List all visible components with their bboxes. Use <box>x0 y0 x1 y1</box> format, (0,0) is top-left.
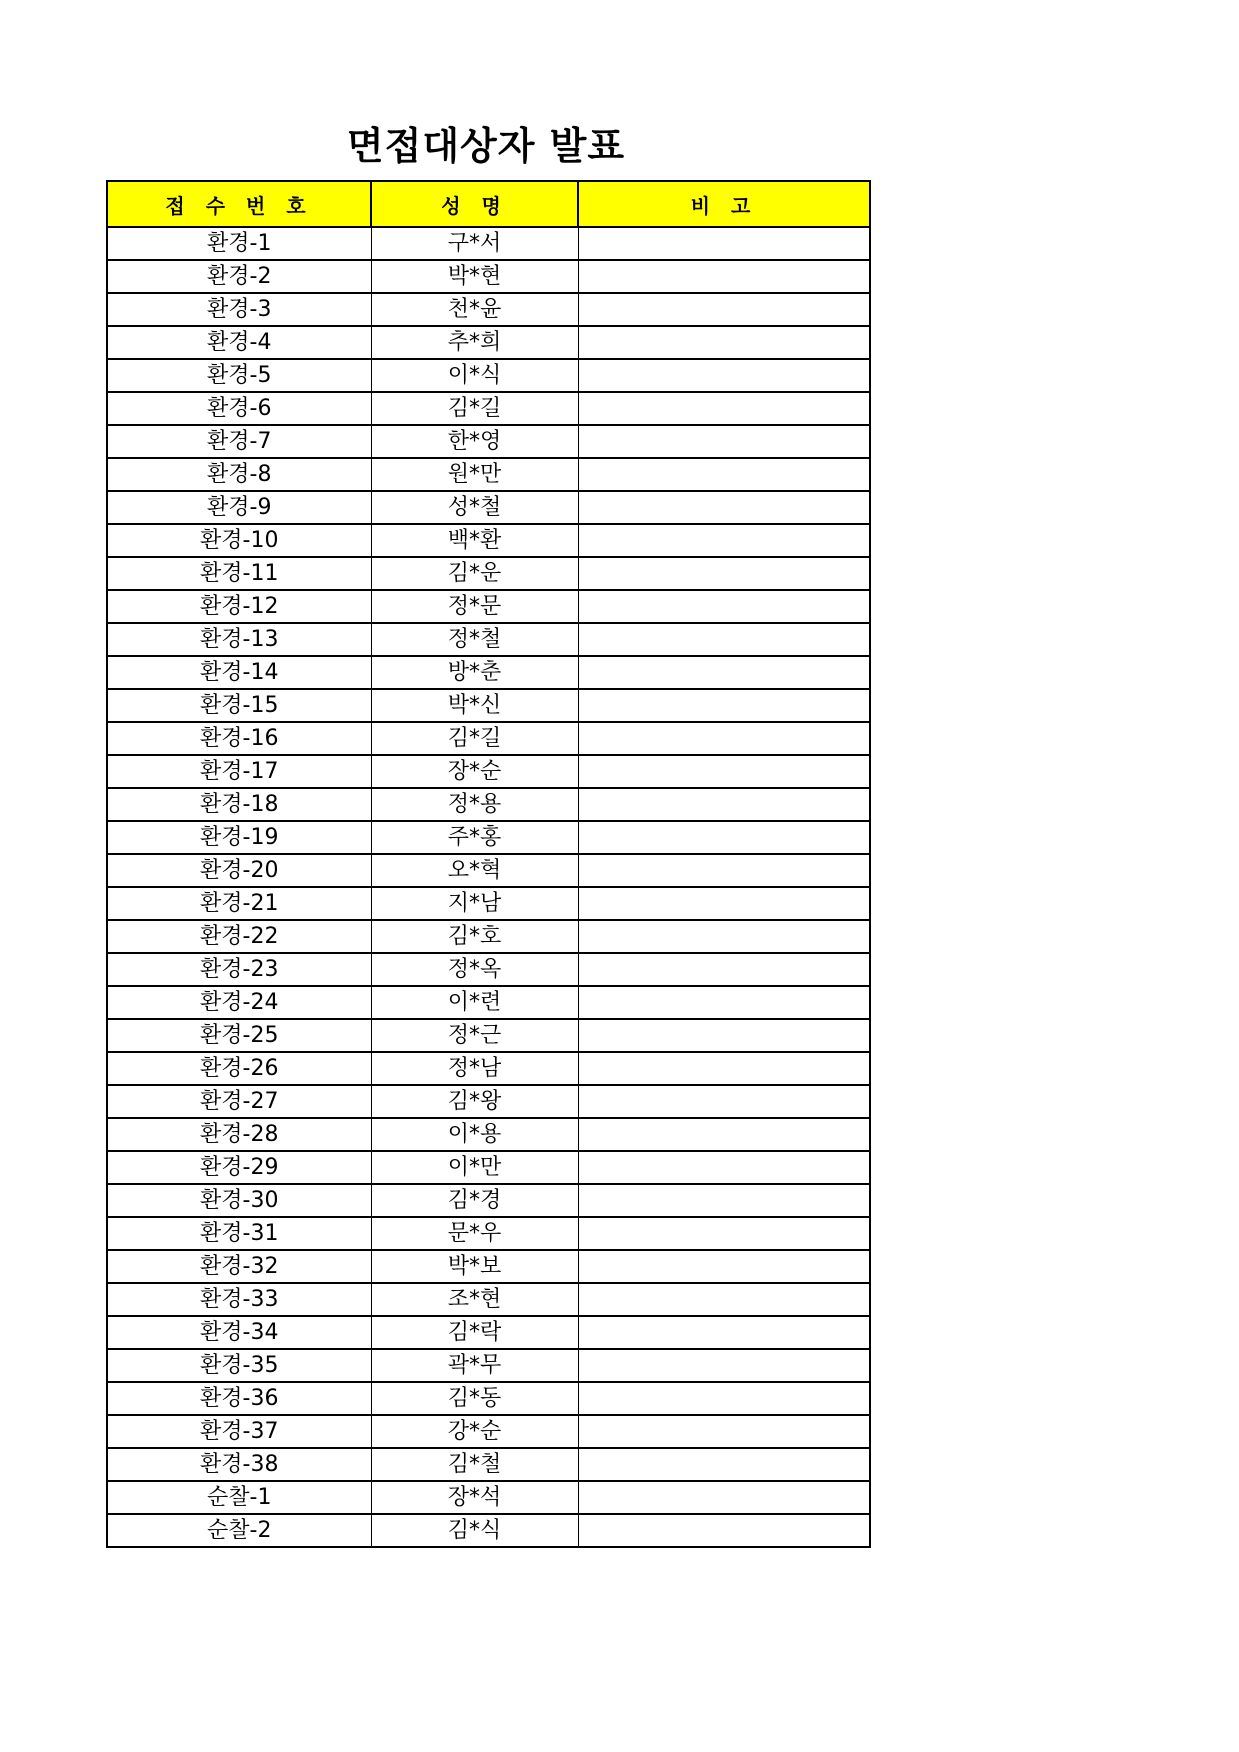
table-row <box>107 986 870 1019</box>
name-cell: 강*순 <box>371 1415 578 1448</box>
name-cell: 곽*무 <box>371 1349 578 1382</box>
remarks-cell <box>578 1052 870 1085</box>
name-cell: 성*철 <box>371 491 578 524</box>
name-cell: 문*우 <box>371 1217 578 1250</box>
table-row <box>107 1151 870 1184</box>
table-row <box>107 1250 870 1283</box>
name-cell: 천*윤 <box>371 293 578 326</box>
table-row <box>107 1283 870 1316</box>
name-cell: 주*홍 <box>371 821 578 854</box>
remarks-cell <box>578 953 870 986</box>
name-cell: 정*근 <box>371 1019 578 1052</box>
receipt-number-cell: 환경-29 <box>107 1151 371 1184</box>
name-cell: 정*옥 <box>371 953 578 986</box>
receipt-number-cell: 환경-22 <box>107 920 371 953</box>
name-cell: 추*희 <box>371 326 578 359</box>
remarks-cell <box>578 1283 870 1316</box>
name-cell: 장*순 <box>371 755 578 788</box>
table-row <box>107 524 870 557</box>
remarks-cell <box>578 887 870 920</box>
table-row <box>107 227 870 260</box>
receipt-number-cell: 환경-14 <box>107 656 371 689</box>
remarks-cell <box>578 623 870 656</box>
table-row <box>107 1349 870 1382</box>
name-cell: 이*식 <box>371 359 578 392</box>
remarks-cell <box>578 590 870 623</box>
remarks-cell <box>578 1316 870 1349</box>
receipt-number-cell: 환경-7 <box>107 425 371 458</box>
table-row <box>107 1184 870 1217</box>
receipt-number-cell: 환경-34 <box>107 1316 371 1349</box>
table-row <box>107 1448 870 1481</box>
table-row <box>107 1052 870 1085</box>
receipt-number-cell: 환경-15 <box>107 689 371 722</box>
table-row <box>107 326 870 359</box>
receipt-number-cell: 환경-12 <box>107 590 371 623</box>
name-cell: 김*왕 <box>371 1085 578 1118</box>
receipt-number-cell: 환경-13 <box>107 623 371 656</box>
name-cell: 지*남 <box>371 887 578 920</box>
remarks-cell <box>578 227 870 260</box>
name-cell: 백*환 <box>371 524 578 557</box>
table-row <box>107 656 870 689</box>
receipt-number-cell: 환경-37 <box>107 1415 371 1448</box>
name-cell: 구*서 <box>371 227 578 260</box>
remarks-cell <box>578 689 870 722</box>
table-row <box>107 953 870 986</box>
table-row <box>107 722 870 755</box>
remarks-cell <box>578 293 870 326</box>
remarks-cell <box>578 359 870 392</box>
name-cell: 정*용 <box>371 788 578 821</box>
receipt-number-cell: 환경-1 <box>107 227 371 260</box>
remarks-cell <box>578 524 870 557</box>
receipt-number-cell: 환경-19 <box>107 821 371 854</box>
remarks-cell <box>578 1349 870 1382</box>
remarks-cell <box>578 1184 870 1217</box>
table-row <box>107 1316 870 1349</box>
remarks-cell <box>578 260 870 293</box>
table-header-row <box>107 181 870 227</box>
table-row <box>107 821 870 854</box>
table-row <box>107 425 870 458</box>
name-cell: 김*철 <box>371 1448 578 1481</box>
name-cell: 정*문 <box>371 590 578 623</box>
table-row <box>107 788 870 821</box>
remarks-cell <box>578 326 870 359</box>
remarks-cell <box>578 656 870 689</box>
table-row <box>107 1118 870 1151</box>
table-row <box>107 1415 870 1448</box>
receipt-number-cell: 환경-33 <box>107 1283 371 1316</box>
receipt-number-cell: 환경-23 <box>107 953 371 986</box>
receipt-number-cell: 환경-4 <box>107 326 371 359</box>
name-cell: 방*춘 <box>371 656 578 689</box>
name-cell: 김*길 <box>371 392 578 425</box>
table-row <box>107 392 870 425</box>
remarks-cell <box>578 425 870 458</box>
receipt-number-cell: 환경-24 <box>107 986 371 1019</box>
table-row <box>107 689 870 722</box>
receipt-number-cell: 순찰-2 <box>107 1514 371 1547</box>
table-row <box>107 887 870 920</box>
receipt-number-cell: 환경-5 <box>107 359 371 392</box>
table-row <box>107 1382 870 1415</box>
remarks-cell <box>578 392 870 425</box>
remarks-cell <box>578 722 870 755</box>
remarks-cell <box>578 1382 870 1415</box>
table-row <box>107 920 870 953</box>
remarks-cell <box>578 1019 870 1052</box>
remarks-cell <box>578 1151 870 1184</box>
remarks-cell <box>578 1415 870 1448</box>
receipt-number-cell: 환경-11 <box>107 557 371 590</box>
column-header-remarks: 비 고 <box>578 181 870 227</box>
remarks-cell <box>578 1118 870 1151</box>
receipt-number-cell: 환경-27 <box>107 1085 371 1118</box>
name-cell: 김*경 <box>371 1184 578 1217</box>
remarks-cell <box>578 755 870 788</box>
name-cell: 김*호 <box>371 920 578 953</box>
table-row <box>107 293 870 326</box>
name-cell: 조*현 <box>371 1283 578 1316</box>
name-cell: 박*보 <box>371 1250 578 1283</box>
table-row <box>107 1019 870 1052</box>
receipt-number-cell: 순찰-1 <box>107 1481 371 1514</box>
remarks-cell <box>578 821 870 854</box>
remarks-cell <box>578 986 870 1019</box>
table-row <box>107 854 870 887</box>
table-body <box>107 227 870 1547</box>
table-row <box>107 623 870 656</box>
remarks-cell <box>578 854 870 887</box>
table-row <box>107 359 870 392</box>
name-cell: 박*현 <box>371 260 578 293</box>
receipt-number-cell: 환경-6 <box>107 392 371 425</box>
name-cell: 이*용 <box>371 1118 578 1151</box>
table-row <box>107 1217 870 1250</box>
name-cell: 김*길 <box>371 722 578 755</box>
name-cell: 원*만 <box>371 458 578 491</box>
name-cell: 이*만 <box>371 1151 578 1184</box>
receipt-number-cell: 환경-36 <box>107 1382 371 1415</box>
remarks-cell <box>578 1250 870 1283</box>
remarks-cell <box>578 788 870 821</box>
table-row <box>107 1481 870 1514</box>
receipt-number-cell: 환경-30 <box>107 1184 371 1217</box>
remarks-cell <box>578 1085 870 1118</box>
remarks-cell <box>578 1481 870 1514</box>
remarks-cell <box>578 1448 870 1481</box>
receipt-number-cell: 환경-31 <box>107 1217 371 1250</box>
receipt-number-cell: 환경-25 <box>107 1019 371 1052</box>
receipt-number-cell: 환경-38 <box>107 1448 371 1481</box>
name-cell: 김*운 <box>371 557 578 590</box>
name-cell: 이*련 <box>371 986 578 1019</box>
column-header-receipt-number: 접 수 번 호 <box>107 181 371 227</box>
receipt-number-cell: 환경-35 <box>107 1349 371 1382</box>
name-cell: 김*락 <box>371 1316 578 1349</box>
name-cell: 정*철 <box>371 623 578 656</box>
receipt-number-cell: 환경-16 <box>107 722 371 755</box>
remarks-cell <box>578 1514 870 1547</box>
column-header-name: 성 명 <box>371 181 578 227</box>
candidate-table <box>106 180 871 1548</box>
receipt-number-cell: 환경-26 <box>107 1052 371 1085</box>
name-cell: 김*동 <box>371 1382 578 1415</box>
name-cell: 장*석 <box>371 1481 578 1514</box>
remarks-cell <box>578 491 870 524</box>
page-title: 면접대상자 발표 <box>346 124 626 168</box>
table-row <box>107 755 870 788</box>
table-row <box>107 557 870 590</box>
receipt-number-cell: 환경-2 <box>107 260 371 293</box>
receipt-number-cell: 환경-10 <box>107 524 371 557</box>
name-cell: 한*영 <box>371 425 578 458</box>
receipt-number-cell: 환경-21 <box>107 887 371 920</box>
remarks-cell <box>578 1217 870 1250</box>
receipt-number-cell: 환경-8 <box>107 458 371 491</box>
remarks-cell <box>578 458 870 491</box>
receipt-number-cell: 환경-32 <box>107 1250 371 1283</box>
table-row <box>107 260 870 293</box>
table-row <box>107 1514 870 1547</box>
name-cell: 박*신 <box>371 689 578 722</box>
remarks-cell <box>578 557 870 590</box>
receipt-number-cell: 환경-9 <box>107 491 371 524</box>
receipt-number-cell: 환경-20 <box>107 854 371 887</box>
receipt-number-cell: 환경-18 <box>107 788 371 821</box>
table-row <box>107 458 870 491</box>
remarks-cell <box>578 920 870 953</box>
table-row <box>107 491 870 524</box>
name-cell: 김*식 <box>371 1514 578 1547</box>
receipt-number-cell: 환경-3 <box>107 293 371 326</box>
receipt-number-cell: 환경-17 <box>107 755 371 788</box>
table-row <box>107 1085 870 1118</box>
receipt-number-cell: 환경-28 <box>107 1118 371 1151</box>
name-cell: 정*남 <box>371 1052 578 1085</box>
name-cell: 오*혁 <box>371 854 578 887</box>
table-row <box>107 590 870 623</box>
